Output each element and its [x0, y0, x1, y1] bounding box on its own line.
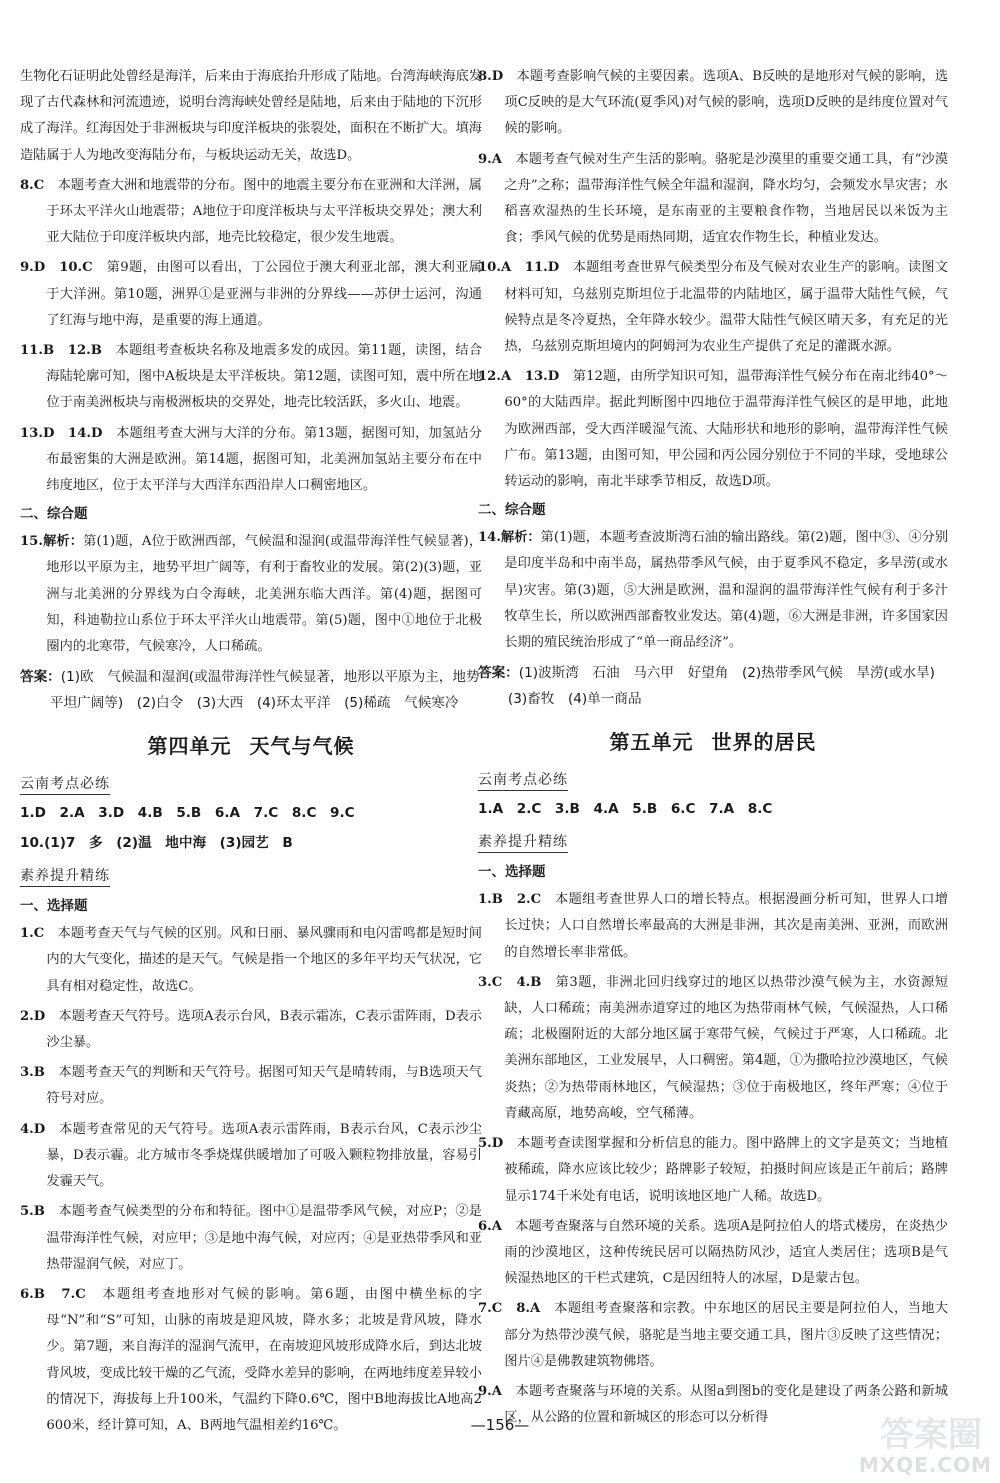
- subsection-heading: 素养提升精练: [20, 865, 110, 887]
- unit-title: [478, 726, 948, 755]
- item-number: 6.B 7.C: [20, 1286, 86, 1302]
- item-number: 2.D: [20, 1008, 46, 1024]
- item-number: 5.B: [20, 1204, 45, 1220]
- section-heading: 二、综合题: [20, 506, 88, 523]
- section-heading: 一、选择题: [478, 864, 546, 881]
- paragraph: 生物化石证明此处曾经是海洋，后来由于海底抬升形成了陆地。台湾海峡海底发现了古代森林和河流遗迹，说明台湾海峡处曾经是陆地，后来由于陆地的下沉形成了海洋。红海因处于非洲板块与印度洋板块的张裂处，面积在不断扩大。填海造陆属于人为地改变海陆分布，与板块运动无关，故选D。: [20, 69, 482, 163]
- item-number: 13.D 14.D: [20, 425, 103, 441]
- item-number: 3.C 4.B: [478, 974, 542, 990]
- answer-item: [20, 338, 482, 417]
- item-number: 1.C: [20, 926, 45, 942]
- item-number: 5.D: [478, 1136, 504, 1152]
- item-text: 本题考查天气的判断和天气符号。据图可知天气是晴转雨，与B选项天气符号对应。: [46, 1065, 482, 1107]
- answer-item: [20, 921, 482, 1000]
- answer-item: [20, 1199, 482, 1278]
- item-number: 11.B 12.B: [20, 343, 102, 359]
- answer-line: [478, 660, 948, 712]
- item-number: 10.A 11.D: [478, 260, 560, 276]
- item-number: 8.C: [20, 177, 45, 193]
- item-text: 本题组考查世界气候类型分布及气候对农业生产的影响。读图文材料可知，乌兹别克斯坦位于北温带的内陆地区，属于温带大陆性气候，气候特点是冬冷夏热，全年降水较少。温带大陆性气候区晴天多，有充足的光热，乌兹别克斯坦境内的阿姆河为农业生产提供了充足的灌溉水源。: [504, 260, 949, 355]
- answer-item: [478, 64, 948, 143]
- answer-item: [478, 970, 948, 1127]
- watermark-cn: 答案圈: [880, 1415, 982, 1455]
- unit-number: 第五单元: [609, 730, 694, 755]
- item-text: 本题考查读图掌握和分析信息的能力。图中路牌上的文字是英文；当地植被稀疏，降水应该比较少；路牌影子较短，拍摄时间应该是正午前后；路牌显示174千米处有电话，说明该地区地广人稀。故选D。: [504, 1136, 949, 1204]
- subsection-heading: 云南考点必练: [478, 769, 568, 791]
- item-text: 本题考查大洲和地震带的分布。图中的地震主要分布在亚洲和大洋洲，属于环太平洋火山地震带；A地位于印度洋板块与太平洋板块交界处；澳大利亚大陆位于印度洋板块内部，地壳比较稳定，很少发生地震。: [46, 177, 482, 246]
- item-text: 第(1)题，A位于欧洲西部，气候温和湿润(或温带海洋性气候显著)，地形以平原为主，地势平坦广阔等，有利于畜牧业的发展。第(2)(3)题，亚洲与北美洲的分界线为白令海峡，北美洲东临大西洋。第(4)题，据图可知，科迪勒拉山系位于环太平洋火山地震带。第(5)题，图中①地位于北极圈内的北寒带，气候寒冷，人口稀疏。: [46, 534, 483, 655]
- item-text: 本题组考查大洲与大洋的分布。第13题，据图可知，加氢站分布最密集的大洲是欧洲。第14题，据图可知，北美洲加氢站主要分布在中纬度地区，位于太平洋与大西洋东西沿岸人口稠密地区。: [46, 425, 483, 494]
- item-text: 本题考查天气与气候的区别。风和日丽、暴风骤雨和电闪雷鸣都是短时间内的大气变化，描述的是天气。气候是指一个地区的多年平均天气状况，它具有相对稳定性，故选C。: [46, 926, 482, 994]
- watermark-en: MXQE.COM: [858, 1453, 992, 1477]
- section-heading: 二、综合题: [478, 502, 546, 519]
- quick-answers: 1.D 2.A 3.D 4.B 5.B 6.A 7.C 8.C 9.C: [20, 805, 355, 822]
- item-number: 8.D: [478, 69, 504, 84]
- answer-item: [478, 255, 948, 360]
- answer-item: [20, 421, 482, 500]
- item-number: 9.D 10.C: [20, 260, 93, 276]
- item-text: 第12题，由所学知识可知，温带海洋性气候分布在南北纬40°～60°的大陆西岸。据此判断图中四地位于温带海洋性气候区的是甲地，此地为欧洲西部，受大西洋暖湿气流、大陆形状和地形的影响，温带海洋性气候广布。第13题，由图可知，甲公园和丙公园分别位于不同的半球，受地球公转运动的影响，南北半球季节相反，故选D项。: [504, 369, 948, 490]
- answer-text: (1)波斯湾 石油 马六甲 好望角 (2)热带季风气候 旱涝(或水旱) (3)畜牧 (4)单一商品: [507, 665, 949, 708]
- item-text: 第9题，由图可以看出，丁公园位于澳大利亚北部，澳大利亚属于大洋洲。第10题，洲界①是亚洲与非洲的分界线——苏伊士运河，沟通了红海与地中海，是重要的海上通道。: [46, 260, 482, 328]
- subsection-heading: 云南考点必练: [20, 773, 110, 795]
- answer-item: [20, 1117, 482, 1196]
- item-text: 本题组考查地形对气候的影响。第6题，由图中横坐标的字母“N”和“S”可知，山脉的南坡是迎风坡，降水多；北坡是背风坡，降水少。第7题，来自海洋的湿润气流甲，在南坡迎风坡形成降水后，到达北坡背风坡，变成比较干燥的乙气流，受降水差异的影响，在两地纬度差异较小的情况下，海拔每上升100米，气温约下降0.6℃，图中B地海拔比A地高2 600米，经计算可知，A、B两地气温相差约16℃。: [46, 1286, 482, 1433]
- item-text: 本题组考查世界人口的增长特点。根据漫画分析可知，世界人口增长过快；人口自然增长率最高的大洲是非洲，其次是南美洲、亚洲，而欧洲的自然增长率非常低。: [504, 892, 948, 960]
- item-number: 3.B: [20, 1065, 45, 1081]
- item-number: 9.A: [478, 1383, 502, 1399]
- answer-item: [478, 887, 948, 966]
- subsection-heading: 素养提升精练: [478, 831, 568, 853]
- left-column: [20, 64, 482, 1443]
- item-text: 本题考查影响气候的主要因素。选项A、B反映的是地形对气候的影响，选项C反映的是大气环流(夏季风)对气候的影响，选项D反映的是纬度位置对气候的影响。: [504, 69, 949, 137]
- item-text: 本题考查气候对生产生活的影响。骆驼是沙漠里的重要交通工具，有“沙漠之舟”之称；温带海洋性气候全年温和湿润，降水均匀，会频发水旱灾害；水稻喜欢湿热的生长环境，是东南亚的主要粮食作物，当地居民以米饭为主食；季风气候的优势是雨热同期，适宜农作物生长，种植业发达。: [504, 151, 948, 246]
- answer-item: [20, 1004, 482, 1056]
- item-number: 15.: [20, 534, 43, 550]
- item-number: 1.B 2.C: [478, 892, 542, 908]
- item-text: 本题考查聚落与自然环境的关系。选项A是阿拉伯人的塔式楼房，在炎热少雨的沙漠地区，这种传统民居可以隔热防风沙，适宜人类居住；选项B是气候湿热地区的干栏式建筑，C是因纽特人的冰屋，D是蒙古包。: [504, 1218, 948, 1287]
- item-number: 4.D: [20, 1121, 46, 1137]
- watermark-logo: [802, 1407, 992, 1477]
- item-text: 本题考查常见的天气符号。选项A表示雷阵雨，B表示台风，C表示沙尘暴，D表示霾。北方城市冬季烧煤供暖增加了可吸入颗粒物排放量，容易引发霾天气。: [46, 1121, 482, 1190]
- right-column: [478, 64, 948, 1435]
- answer-line: [20, 664, 482, 716]
- item-text: 本题组考查聚落和宗教。中东地区的居民主要是阿拉伯人，当地大部分为热带沙漠气候，骆驼是当地主要交通工具，图片③反映了这些情况；图片④是佛教建筑物佛塔。: [504, 1301, 949, 1369]
- unit-number: 第四单元: [147, 734, 232, 759]
- answer-item: [20, 173, 482, 252]
- quick-answers: 1.A 2.C 3.B 4.A 5.B 6.C 7.A 8.C: [478, 801, 773, 818]
- item-text: 本题考查聚落与环境的关系。从图a到图b的变化是建设了两条公路和新城区，从公路的位置和新城区的形态可以分析得: [504, 1383, 948, 1426]
- answer-item: [20, 529, 482, 660]
- unit-title: [20, 730, 482, 759]
- analysis-label: 解析：: [500, 530, 541, 546]
- answer-item: [478, 1214, 948, 1293]
- item-text: 第3题，非洲北回归线穿过的地区以热带沙漠气候为主，水资源短缺，人口稀疏；南美洲赤道穿过的地区为热带雨林气候，气候湿热，人口稀疏；北极圈附近的大部分地区属于寒带气候，气候过于严寒，人口稀疏。北美洲东部地区，工业发展早，人口稠密。第4题，①为撒哈拉沙漠地区，气候炎热；②为热带雨林地区，气候湿热；③位于南极地区，终年严寒；④位于青藏高原，地势高峻，空气稀薄。: [504, 974, 949, 1121]
- answer-label: 答案：: [478, 665, 519, 682]
- item-text: 第(1)题，本题考查波斯湾石油的输出路线。第(2)题，图中③、④分别是印度半岛和中南半岛，属热带季风气候，由于夏季风不稳定，多旱涝(或水旱)灾害。第(3)题，⑤大洲是欧洲，温和湿润的温带海洋性气候有利于多汁牧草生长，所以欧洲西部畜牧业发达。第(4)题，⑥大洲是非洲，许多国家因长期的殖民统治形成了“单一商品经济”。: [504, 530, 949, 651]
- item-number: 7.C 8.A: [478, 1301, 541, 1317]
- item-text: 本题组考查板块名称及地震多发的成因。第11题，读图，结合海陆轮廓可知，图中A板块是太平洋板块。第12题，读图可知，震中所在地位于南美洲板块与南极洲板块的交界处，地壳比较活跃，多火山、地震。: [46, 343, 483, 411]
- item-number: 14.: [478, 530, 501, 546]
- quick-answers: 10.(1)7 多 (2)温 地中海 (3)园艺 B: [20, 835, 293, 852]
- page-number: —156—: [470, 1416, 530, 1434]
- analysis-label: 解析：: [42, 534, 84, 550]
- unit-name: 世界的居民: [711, 730, 817, 755]
- item-number: 12.A 13.D: [478, 369, 560, 385]
- answer-item: [478, 1296, 948, 1375]
- unit-name: 天气与气候: [249, 734, 355, 759]
- answer-text: (1)欧 气候温和湿润(或温带海洋性气候显著，地形以平原为主，地势平坦广阔等) (2)白令 (3)大西 (4)环太平洋 (5)稀疏 气候寒冷: [49, 669, 480, 712]
- section-heading: 一、选择题: [20, 898, 88, 915]
- answer-item: [478, 364, 948, 495]
- answer-label: 答案：: [20, 669, 61, 686]
- item-text: 本题考查天气符号。选项A表示台风，B表示霜冻，C表示雷阵雨，D表示沙尘暴。: [46, 1008, 482, 1051]
- answer-item: [20, 1060, 482, 1112]
- answer-item: [478, 1131, 948, 1210]
- item-number: 9.A: [478, 151, 502, 167]
- item-number: 6.A: [478, 1218, 502, 1234]
- item-text: 本题考查气候类型的分布和特征。图中①是温带季风气候，对应P；②是温带海洋性气候，对应甲；③是地中海气候，对应丙；④是亚热带季风和亚热带湿润气候，对应丁。: [46, 1204, 482, 1272]
- answer-item: [478, 147, 948, 252]
- answer-item: [478, 525, 948, 656]
- answer-item: [20, 255, 482, 334]
